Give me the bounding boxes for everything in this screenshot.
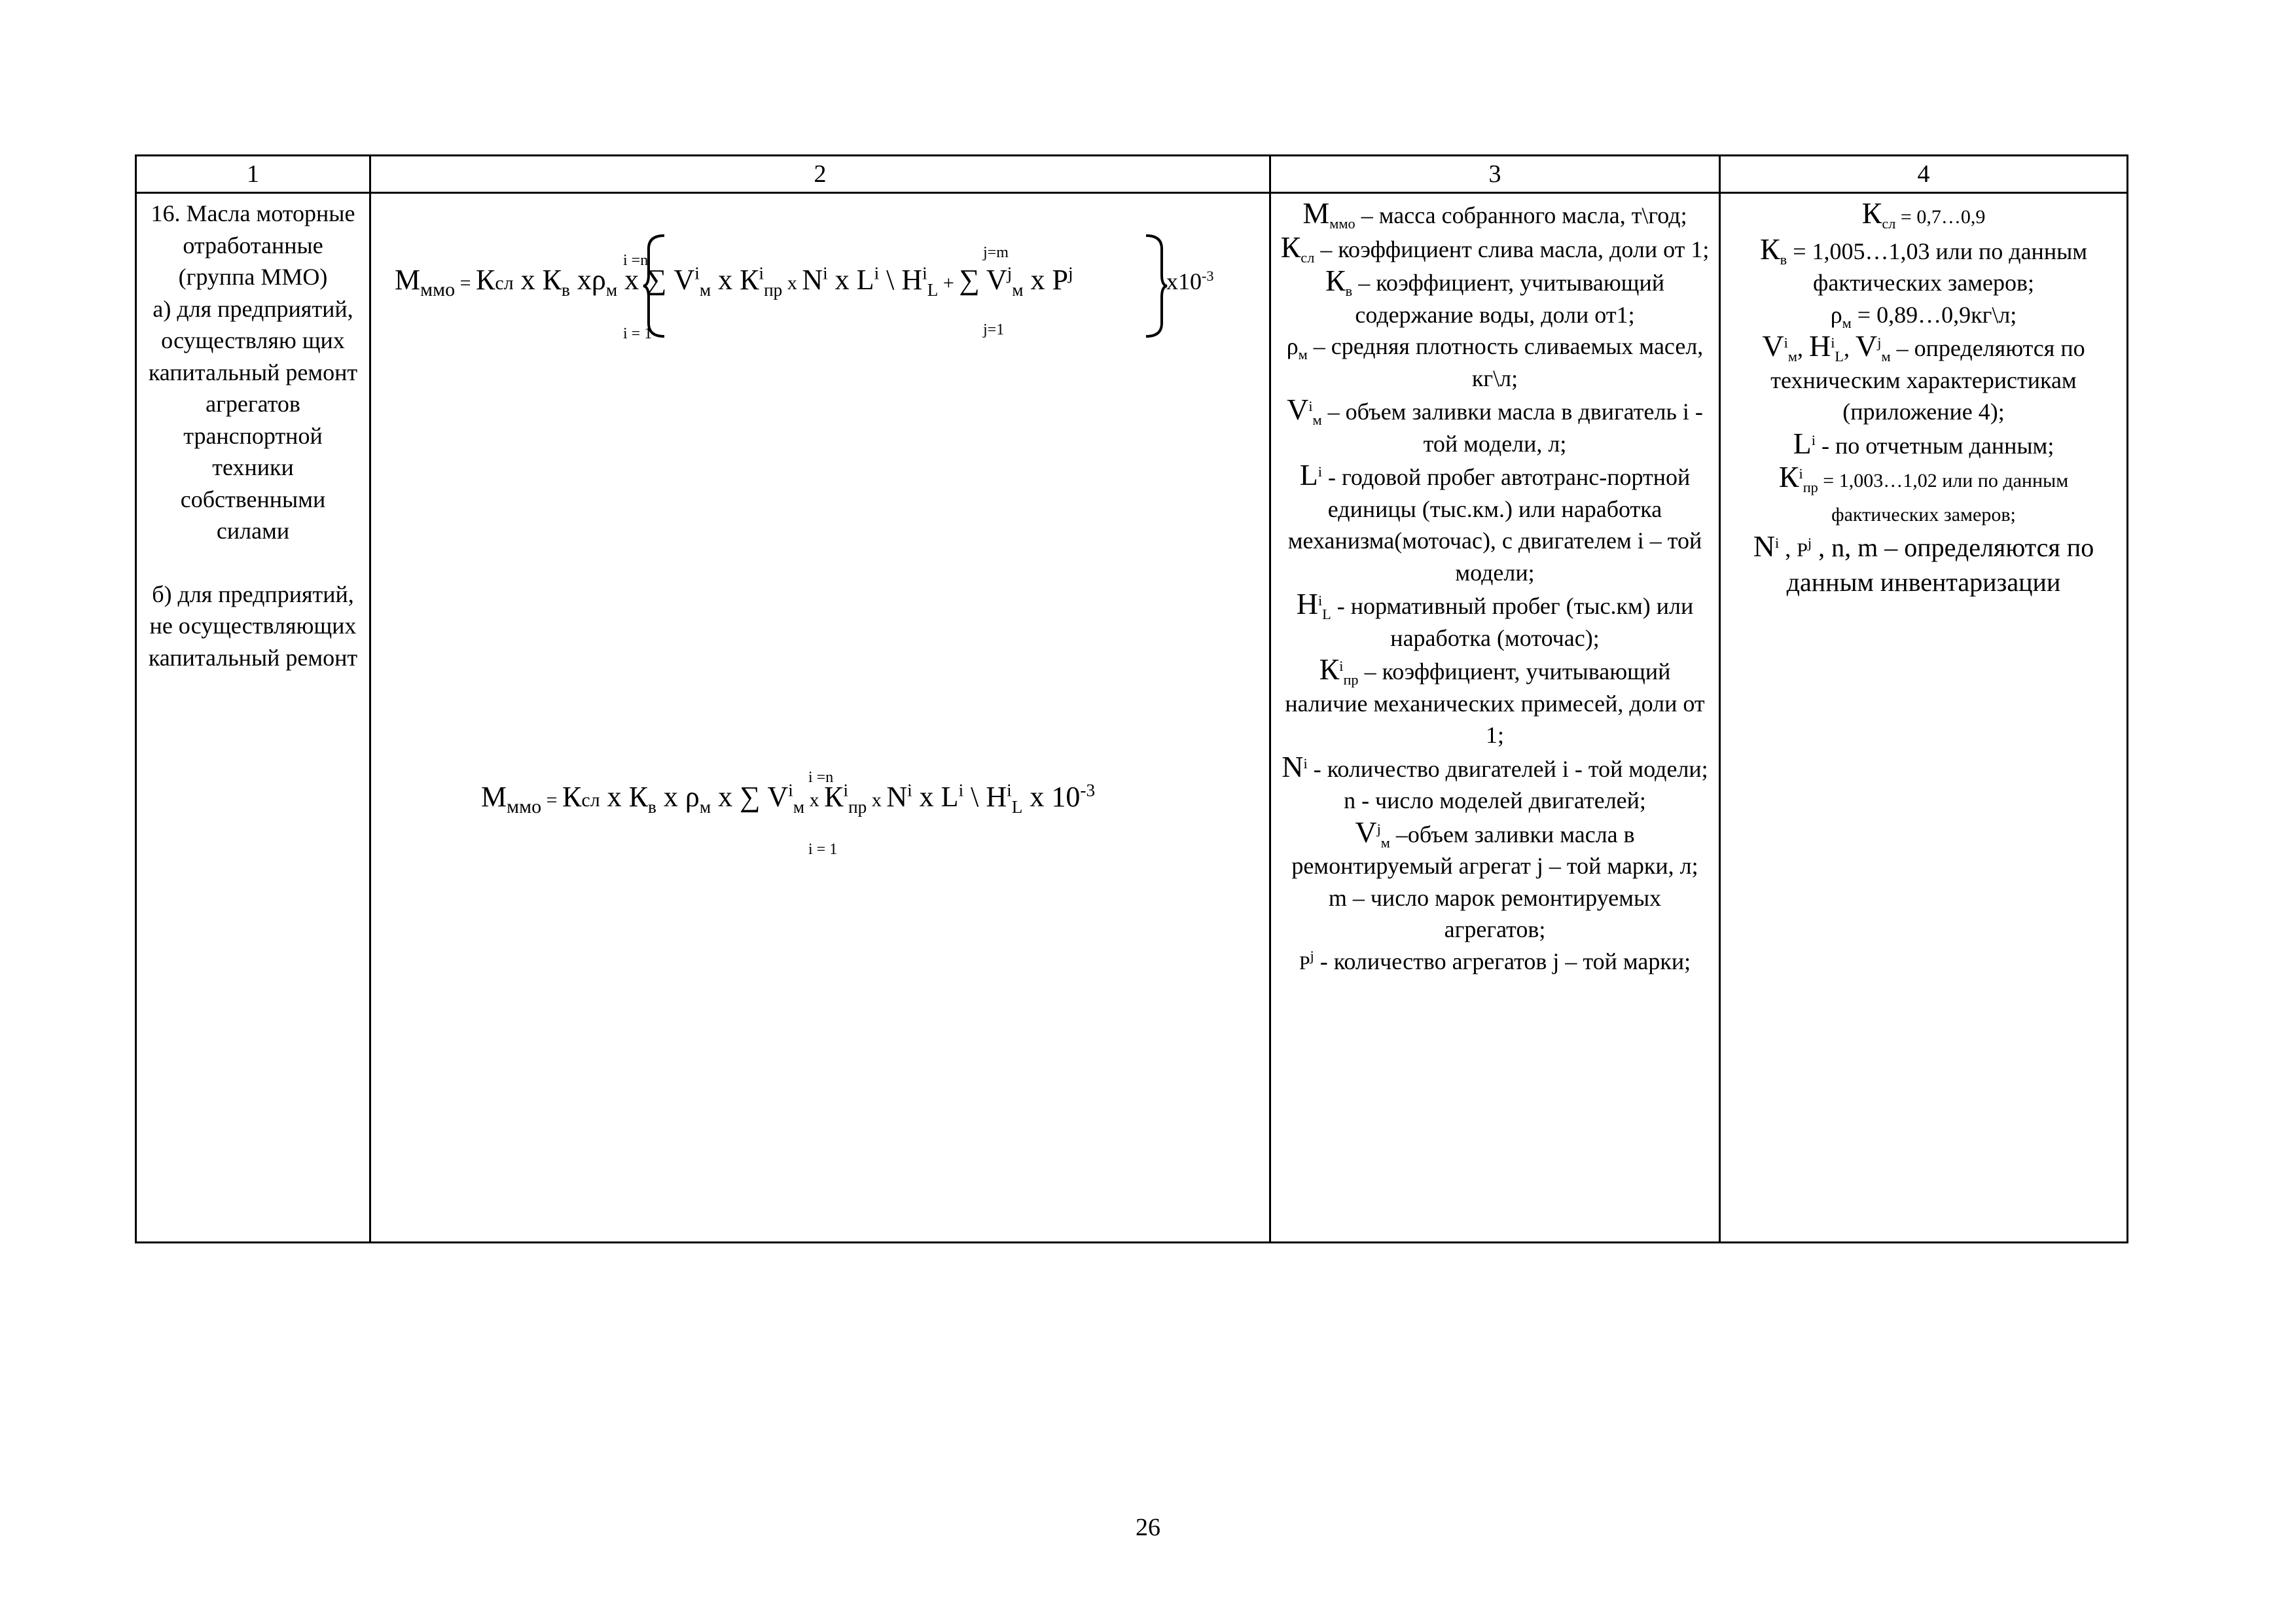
header-col-2: 2 [370,156,1270,193]
formula-case-b: $М_{ммо}$ = Ксл х $К_в$ х $\rho_м$ х ∑ $V^i_м$ х $К^i_{пр}$ х $N^i$ х $L^i$ \ $H^i_L$ х $10^{-3}$ [481,780,1096,817]
def-mmo: $М_{ммо}$ – масса собранного масла, т\год; [1302,196,1687,232]
formula-a-multiplier: $х10^{-3}$ [1166,268,1214,294]
val-kv: $К_в$ = 1,005…1,03 или по данным фактических замеров; [1759,232,2088,296]
val-rho: $\rho_м$ = 0,89…0,9кг\л; [1830,301,2017,331]
sum2-upper-limit: j=m [983,244,1009,261]
def-kcl: $К_{сл}$ – коэффициент слива масла, доли от 1; [1280,230,1710,266]
sum-b-upper-limit: i =n [808,769,834,786]
header-col-4: 4 [1720,156,2128,193]
def-l: $L^i$ - годовой пробег автотранс-портной единицы (тыс.км.) или наработка механизма(моточас), с двигателем i – той модели; [1287,458,1702,586]
val-n-p: $N^i$ , $P^j$ , n, m – определяются по данным инвентаризации [1753,529,2094,597]
def-h: $H^i_L$ - нормативный пробег (тыс.км) или наработка (моточас); [1296,587,1694,651]
right-brace [1143,233,1170,339]
sum-symbol: ∑ [959,264,986,296]
case-b-text: б) для предприятий, не осуществляющих капитальный ремонт [148,580,358,671]
def-kv: $К_в$ – коэффициент, учитывающий содержание воды, доли от1; [1325,264,1665,328]
sum1-upper-limit: i =n [623,252,649,269]
cell-formulas [370,193,1270,1243]
val-kcl: $К_{сл}$ = 0,7…0,9 [1861,196,1986,232]
sum1-lower-limit: i = 1 [623,325,653,342]
val-kpr: $К^i_{пр}$ = 1,003…1,02 или по данным фактических замеров; [1778,460,2069,526]
data-row [136,193,2128,1243]
sum2-lower-limit: j=1 [983,321,1005,338]
cell-definitions [1270,193,1720,1243]
case-a-text: а) для предприятий, осуществляю щих капитальный ремонт агрегатов транспортной техники собственными силами [148,295,358,544]
val-l: $L^i$ - по отчетным данным; [1793,426,2054,460]
page-number: 26 [1136,1514,1160,1541]
header-col-3: 3 [1270,156,1720,193]
def-rho: $\rho_м$ – средняя плотность сливаемых масел, кг\л; [1286,333,1704,391]
def-kpr: $К^i_{пр}$ – коэффициент, учитывающий наличие механических примесей, доли от 1; [1285,652,1705,748]
header-row [136,156,2128,193]
norms-table [135,154,2128,1243]
sum-symbol: ∑ [740,781,768,813]
def-m: m – число марок ремонтируемых агрегатов; [1328,884,1662,942]
header-col-1: 1 [136,156,370,193]
def-p: $P^j$ - количество агрегатов j – той марки; [1299,947,1691,974]
def-n: $N^i$ - количество двигателей i - той модели; [1282,749,1708,783]
val-v-h-vj: $V^i_м$, $H^i_L$, $V^j_м$ – определяются по техническим характеристикам (приложение 4); [1762,329,2085,425]
def-n-models: n - число моделей двигателей; [1344,787,1646,813]
sum-symbol: ∑ [646,264,674,296]
formula-case-a: $М_{ммо}$ = Ксл х $К_в$ $х\rho_м$ х ∑ $V^i_м$ х $К^i_{пр}$ х $N^i$ х $L^i$ \ $H^i_L$ + ∑ $V^j_м$ х $P^j$ [395,263,1073,300]
cell-waste-type [136,193,370,1243]
waste-title: 16. Масла моторные отработанные (группа ММО) [151,200,355,290]
def-v: $V^i_м$ – объем заливки масла в двигатель i - той модели, л; [1287,393,1703,457]
sum-b-lower-limit: i = 1 [808,841,838,858]
cell-values [1720,193,2128,1243]
def-vj: $V^j_м$ –объем заливки масла в ремонтируемый агрегат j – той марки, л; [1291,815,1698,879]
